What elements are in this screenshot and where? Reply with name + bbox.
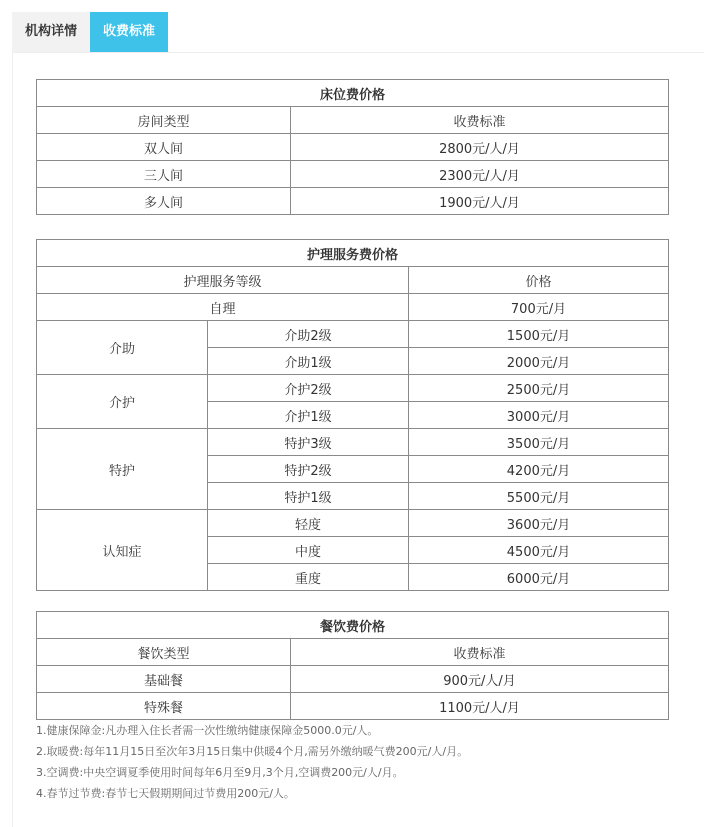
- table-row: [37, 188, 669, 215]
- column-header: 价格: [409, 267, 669, 294]
- column-header: 收费标准: [291, 639, 669, 666]
- meal-type-cell: 基础餐: [37, 666, 291, 693]
- care-level-cell: 特护2级: [208, 456, 409, 483]
- price-cell: 2500元/月: [409, 375, 669, 402]
- price-cell: 700元/月: [409, 294, 669, 321]
- table-row: [37, 510, 669, 537]
- price-cell: 2000元/月: [409, 348, 669, 375]
- tab-fee-standards[interactable]: 收费标准: [90, 12, 168, 52]
- tab-bar: [12, 12, 168, 52]
- price-cell: 4200元/月: [409, 456, 669, 483]
- table-row: [37, 375, 669, 402]
- room-type-cell: 双人间: [37, 134, 291, 161]
- care-fee-title: 护理服务费价格: [37, 240, 669, 267]
- care-level-cell: 自理: [37, 294, 409, 321]
- table-header-row: [37, 639, 669, 666]
- column-header: 护理服务等级: [37, 267, 409, 294]
- care-level-cell: 中度: [208, 537, 409, 564]
- table-title-row: [37, 80, 669, 107]
- note-air-conditioning-fee: 3.空调费:中央空调夏季使用时间每年6月至9月,3个月,空调费200元/人/月。: [36, 766, 404, 779]
- table-title-row: [37, 240, 669, 267]
- care-group-cell: 介助: [37, 321, 208, 375]
- note-health-deposit: 1.健康保障金:凡办理入住长者需一次性缴纳健康保障金5000.0元/人。: [36, 724, 379, 737]
- fee-notes: [36, 720, 676, 804]
- price-cell: 1100元/人/月: [291, 693, 669, 720]
- room-type-cell: 多人间: [37, 188, 291, 215]
- price-cell: 4500元/月: [409, 537, 669, 564]
- column-header: 房间类型: [37, 107, 291, 134]
- price-cell: 3000元/月: [409, 402, 669, 429]
- table-row: [37, 429, 669, 456]
- care-level-cell: 轻度: [208, 510, 409, 537]
- price-cell: 3500元/月: [409, 429, 669, 456]
- note-spring-festival-fee: 4.春节过节费:春节七天假期期间过节费用200元/人。: [36, 787, 295, 800]
- table-header-row: [37, 107, 669, 134]
- bed-fee-title: 床位费价格: [37, 80, 669, 107]
- care-level-cell: 特护1级: [208, 483, 409, 510]
- table-row: [37, 134, 669, 161]
- table-row: [37, 161, 669, 188]
- price-cell: 6000元/月: [409, 564, 669, 591]
- meal-fee-title: 餐饮费价格: [37, 612, 669, 639]
- column-header: 收费标准: [291, 107, 669, 134]
- care-fee-table: [36, 239, 669, 591]
- care-level-cell: 特护3级: [208, 429, 409, 456]
- column-header: 餐饮类型: [37, 639, 291, 666]
- price-cell: 2800元/人/月: [291, 134, 669, 161]
- note-heating-fee: 2.取暖费:每年11月15日至次年3月15日集中供暖4个月,需另外缴纳暖气费200元/人/月。: [36, 745, 469, 758]
- care-group-cell: 认知症: [37, 510, 208, 591]
- care-level-cell: 介助1级: [208, 348, 409, 375]
- care-group-cell: 特护: [37, 429, 208, 510]
- meal-fee-table: [36, 611, 669, 720]
- table-header-row: [37, 267, 669, 294]
- care-level-cell: 介护1级: [208, 402, 409, 429]
- care-level-cell: 介护2级: [208, 375, 409, 402]
- table-row: [37, 666, 669, 693]
- care-level-cell: 重度: [208, 564, 409, 591]
- room-type-cell: 三人间: [37, 161, 291, 188]
- meal-type-cell: 特殊餐: [37, 693, 291, 720]
- bed-fee-table: [36, 79, 669, 215]
- table-row: [37, 693, 669, 720]
- table-row: [37, 321, 669, 348]
- price-cell: 3600元/月: [409, 510, 669, 537]
- price-cell: 1900元/人/月: [291, 188, 669, 215]
- price-cell: 2300元/人/月: [291, 161, 669, 188]
- price-cell: 900元/人/月: [291, 666, 669, 693]
- price-cell: 1500元/月: [409, 321, 669, 348]
- care-level-cell: 介助2级: [208, 321, 409, 348]
- tab-institution-details[interactable]: 机构详情: [12, 12, 90, 52]
- care-group-cell: 介护: [37, 375, 208, 429]
- table-title-row: [37, 612, 669, 639]
- table-row: [37, 294, 669, 321]
- price-cell: 5500元/月: [409, 483, 669, 510]
